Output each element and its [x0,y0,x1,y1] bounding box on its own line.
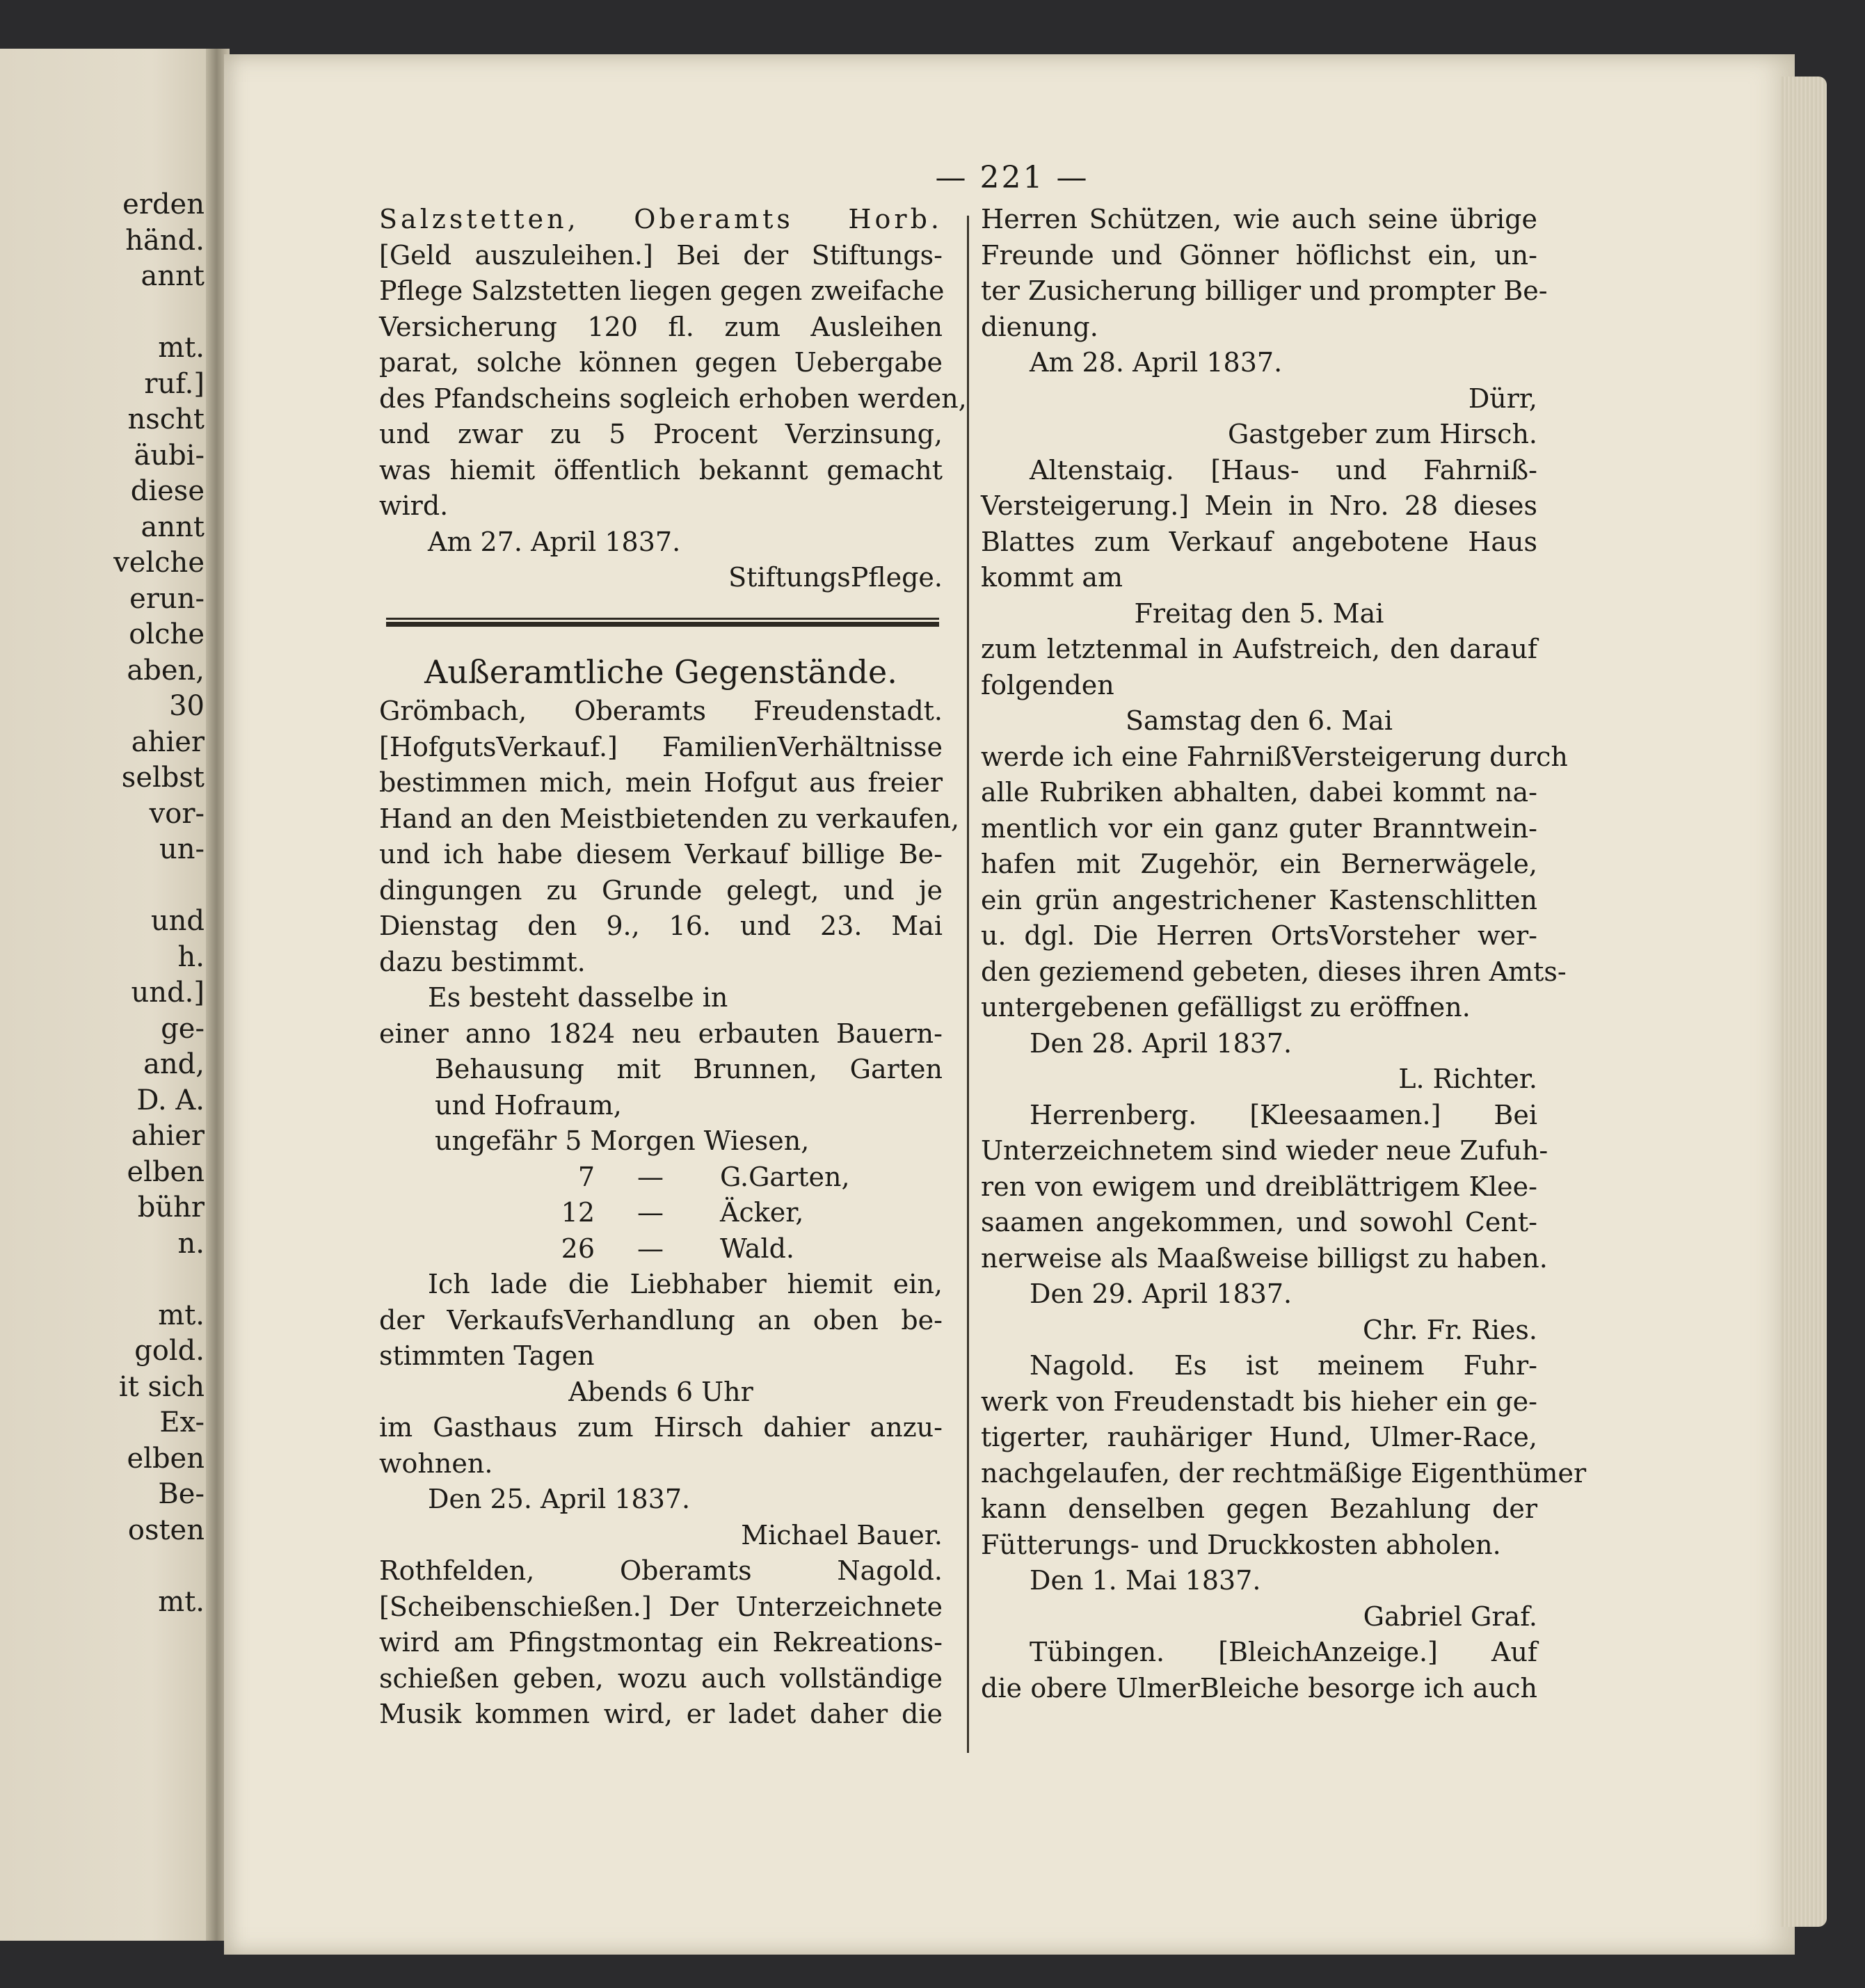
land-type: Äcker, [720,1197,804,1228]
text-line: wohnen. [379,1448,493,1479]
left-page-text-fragment: erun- [129,582,205,615]
text-line: Den 1. Mai 1837. [1030,1565,1261,1596]
column-left [379,202,967,596]
left-page-text-fragment: elben [127,1442,205,1475]
text-line: Am 28. April 1837. [1030,347,1283,378]
left-page-text-fragment: selbst [121,762,205,794]
text-line: Den 25. April 1837. [428,1484,691,1514]
column-left-lower [379,650,960,1733]
text-line: nachgelaufen, der rechtmäßige Eigenthümer [981,1457,1587,1489]
left-page-text-fragment: vor- [149,797,205,830]
left-page-text-fragment: äubi- [134,439,205,472]
land-amount: 7 [577,1161,595,1192]
land-table-row [511,1160,943,1196]
left-page-text-fragment: mt. [158,1585,205,1618]
left-page-text-fragment: D. A. [136,1084,205,1116]
left-page-text-fragment: nscht [127,403,205,435]
text-line: im Gasthaus zum Hirsch dahier anzu- [379,1412,943,1443]
text-line: alle Rubriken abhalten, dabei kommt na- [981,777,1537,808]
text-line: Chr. Fr. Ries. [1362,1314,1537,1345]
text-line: Rothfelden, Oberamts Nagold. [379,1555,943,1586]
text-line: kommt am [981,562,1123,593]
left-page-text-fragment: osten [127,1514,205,1546]
text-line: Dürr, [1468,383,1537,414]
text-line: schießen geben, wozu auch vollständige [379,1662,943,1694]
text-line: Freitag den 5. Mai [1134,598,1384,629]
text-line: Am 27. April 1837. [428,526,681,557]
text-line: Den 29. April 1837. [1030,1278,1292,1309]
text-line: dienung. [981,311,1098,342]
text-line: Dienstag den 9., 16. und 23. Mai [379,911,943,941]
text-line: Blattes zum Verkauf angebotene Haus [981,526,1537,557]
left-page-text-fragment: gold. [134,1335,205,1367]
text-line: Versteigerung.] Mein in Nro. 28 dieses [981,490,1537,521]
notices-right [981,202,1587,1706]
land-type: Wald. [720,1233,794,1264]
text-line: Musik kommen wird, er ladet daher die [379,1699,943,1729]
text-line: stimmten Tagen [379,1340,595,1371]
left-page-text-fragment: it sich [118,1370,205,1403]
text-line: ein grün angestrichener Kastenschlitten [981,884,1537,915]
left-page-text-fragment: diese [130,475,205,507]
left-page-text-fragment: and, [143,1048,205,1080]
text-line: Herren Schützen, wie auch seine übrige [981,204,1537,234]
dash: — [637,1233,664,1264]
text-line: parat, solche können gegen Uebergabe [379,347,943,378]
left-page-text-fragment: bühr [137,1192,205,1224]
text-line: der VerkaufsVerhandlung an oben be- [379,1304,943,1336]
text-line: nerweise als Maaßweise billigst zu haben. [981,1242,1548,1274]
text-line: des Pfandscheins sogleich erhoben werden, [379,383,967,414]
text-line: Salzstetten, Oberamts Horb. [379,204,943,234]
land-amount: 12 [561,1197,595,1228]
left-page-text-fragment: ahier [131,1120,205,1152]
text-line: einer anno 1824 neu erbauten Bauern- [379,1018,943,1049]
left-page-text-fragment: elben [127,1155,205,1188]
text-line: Fütterungs- und Druckkosten abholen. [981,1529,1501,1560]
text-line: L. Richter. [1398,1064,1537,1094]
text-line: saamen angekommen, und sowohl Cent- [981,1207,1537,1237]
text-line: Altenstaig. [Haus- und Fahrniß- [1030,454,1537,486]
text-line: und ich habe diesem Verkauf billige Be- [379,839,943,869]
text-line: was hiemit öffentlich bekannt gemacht [379,454,943,486]
left-page-text-fragment: aben, [127,654,205,687]
left-page-text-fragment: ge- [161,1012,205,1045]
text-line: und zwar zu 5 Procent Verzinsung, [379,419,943,449]
notice-salzstetten [379,202,967,596]
text-line: ren von ewigem und dreiblättrigem Klee- [981,1171,1537,1202]
notice-groembach [379,650,960,1160]
land-amount: 26 [561,1233,595,1264]
text-line: werk von Freudenstadt bis hieher ein ge- [981,1386,1537,1417]
section-divider [386,618,939,627]
text-line: wird. [379,490,449,521]
text-line: hafen mit Zugehör, ein Bernerwägele, [981,849,1537,879]
text-line: Unterzeichnetem sind wieder neue Zufuh- [981,1135,1548,1166]
left-page-text-fragment: velche [113,547,205,579]
section-heading: Außeramtliche Gegenstände. [424,653,897,691]
text-line: Gabriel Graf. [1363,1601,1537,1632]
left-page-text-fragment: und.] [131,977,205,1009]
text-line: ter Zusicherung billiger und prompter Be- [981,275,1548,306]
land-table-row [511,1195,943,1231]
text-line: StiftungsPflege. [728,562,943,593]
text-line: [Scheibenschießen.] Der Unterzeichnete [379,1591,943,1622]
left-page-text-fragment: erden [122,189,205,221]
text-line: Es besteht dasselbe in [428,982,728,1013]
text-line: Hand an den Meistbietenden zu verkaufen, [379,803,960,834]
text-line: Den 28. April 1837. [1030,1027,1292,1059]
text-line: bestimmen mich, mein Hofgut aus freier [379,767,943,798]
text-line: tigerter, rauhäriger Hund, Ulmer-Race, [981,1422,1537,1452]
left-page-text-fragment: n. [177,1227,205,1260]
text-line: u. dgl. Die Herren OrtsVorsteher wer- [981,920,1537,951]
text-line: folgenden [981,669,1114,700]
text-line: Herrenberg. [Kleesaamen.] Bei [1030,1099,1537,1130]
text-line: Tübingen. [BleichAnzeige.] Auf [1030,1637,1537,1667]
page-number: — 221 — [935,160,1089,195]
text-line: Freunde und Gönner höflichst ein, un- [981,239,1537,271]
text-line: dingungen zu Grunde gelegt, und je [379,874,943,906]
text-line: Behausung mit Brunnen, Garten [435,1054,943,1084]
left-page-text-fragment: annt [141,511,205,543]
left-page-text-fragment: und [150,905,205,937]
text-line: ungefähr 5 Morgen Wiesen, [435,1125,810,1156]
text-line: mentlich vor ein ganz guter Branntwein- [981,812,1537,844]
left-page-text-fragment: olche [129,618,205,650]
land-type: G.Garten, [720,1161,850,1192]
left-page-text-fragment: ruf.] [144,367,205,400]
left-page-text-fragment: h. [177,940,205,973]
left-page-text-fragment: mt. [158,1299,205,1331]
left-page-text-fragment: ahier [131,726,205,758]
dash: — [637,1161,664,1192]
text-line: den geziemend gebeten, dieses ihren Amts- [981,956,1567,987]
text-line: Ich lade die Liebhaber hiemit ein, [428,1269,943,1299]
text-line: untergebenen gefälligst zu eröffnen. [981,992,1471,1023]
text-line: kann denselben gegen Bezahlung der [981,1493,1537,1524]
notice-rothfelden [379,1267,943,1733]
page-edges [1781,77,1827,1927]
text-line: die obere UlmerBleiche besorge ich auch [981,1672,1537,1704]
land-table [379,1160,943,1267]
text-line: [Geld auszuleihen.] Bei der Stiftungs- [379,239,943,271]
dash: — [637,1197,664,1228]
left-page-text-fragment: un- [159,833,205,865]
column-right [981,202,1587,1706]
text-line: Pflege Salzstetten liegen gegen zweifache [379,275,945,306]
left-page-text-fragment: annt [141,260,205,292]
text-line: Grömbach, Oberamts Freudenstadt. [379,696,943,726]
text-line: wird am Pfingstmontag ein Rekreations- [379,1627,943,1658]
text-line: [HofgutsVerkauf.] FamilienVerhältnisse [379,731,943,762]
text-line: Gastgeber zum Hirsch. [1227,419,1537,449]
left-page-text-fragment: händ. [125,224,205,257]
text-line: werde ich eine FahrnißVersteigerung durch [981,741,1568,772]
column-rule [967,216,969,1753]
left-page-fragment [0,49,217,1941]
left-page-text-fragment: mt. [158,332,205,364]
land-table-row [511,1231,943,1267]
text-line: Michael Bauer. [741,1519,943,1550]
text-line: Nagold. Es ist meinem Fuhr- [1030,1350,1537,1381]
left-page-text-fragment: 30 [169,690,205,722]
text-line: Abends 6 Uhr [568,1376,753,1407]
text-line: Versicherung 120 fl. zum Ausleihen [379,311,943,342]
left-page-text-fragment: Be- [158,1478,205,1510]
text-line: Samstag den 6. Mai [1126,705,1393,736]
text-line: und Hofraum, [435,1089,622,1121]
left-page-text-fragment: Ex- [159,1406,205,1438]
text-line: dazu bestimmt. [379,946,586,977]
text-line: zum letztenmal in Aufstreich, den darauf [981,634,1537,664]
